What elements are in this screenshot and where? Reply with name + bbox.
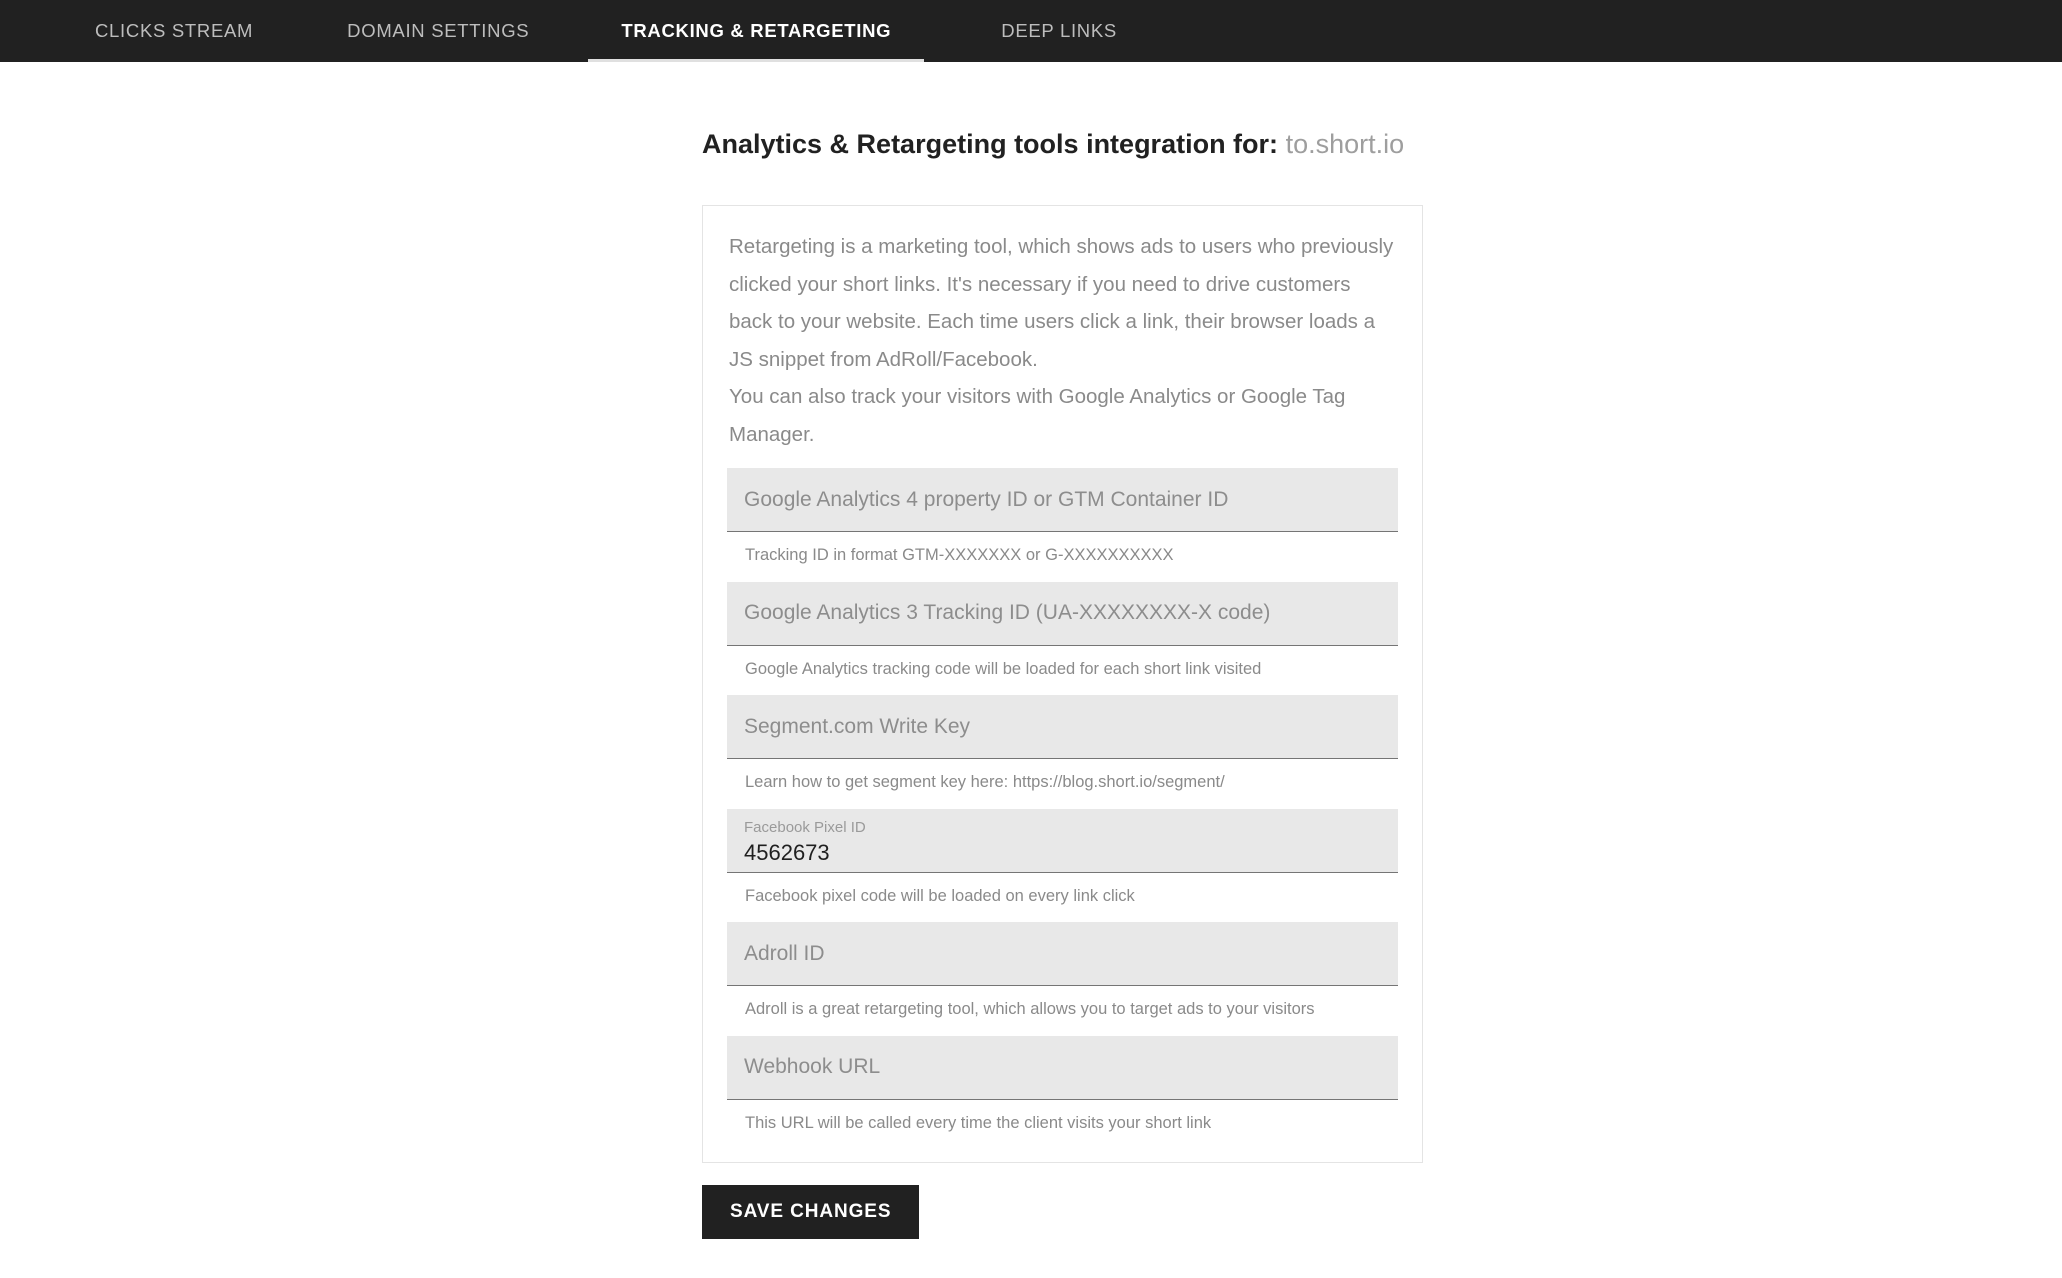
ga3-help-text: Google Analytics tracking code will be loaded for each short link visited xyxy=(745,659,1262,678)
field-group-segment xyxy=(727,695,1398,793)
input-placeholder: Google Analytics 3 Tracking ID (UA-XXXXXXXX-X code) xyxy=(744,601,1271,625)
settings-card xyxy=(702,205,1423,1163)
top-navigation-bar xyxy=(0,0,2062,62)
content-column xyxy=(702,62,1423,1239)
input-value: 4562673 xyxy=(744,839,830,865)
save-changes-button[interactable]: SAVE CHANGES xyxy=(702,1185,919,1239)
input-placeholder: Google Analytics 4 property ID or GTM Container ID xyxy=(744,487,1229,511)
ga4-help-text: Tracking ID in format GTM-XXXXXXX or G-XXXXXXXXXX xyxy=(745,546,1174,565)
tab-domain-settings[interactable] xyxy=(314,0,562,62)
tab-tracking-and-retargeting[interactable] xyxy=(588,0,924,62)
webhook-url-input[interactable] xyxy=(727,1036,1398,1100)
nav-spacer xyxy=(562,0,588,62)
field-group-adroll xyxy=(727,922,1398,1020)
facebook-pixel-help-text: Facebook pixel code will be loaded on every link click xyxy=(745,886,1135,905)
adroll-help-text: Adroll is a great retargeting tool, which allows you to target ads to your visitors xyxy=(745,1000,1315,1019)
input-placeholder: Segment.com Write Key xyxy=(744,714,971,738)
field-group-facebook-pixel xyxy=(727,809,1398,907)
segment-write-key-input[interactable] xyxy=(727,695,1398,759)
tab-label: CLICKS STREAM xyxy=(95,20,254,41)
tab-label: DOMAIN SETTINGS xyxy=(347,20,530,41)
input-placeholder: Adroll ID xyxy=(744,941,825,965)
adroll-id-input[interactable] xyxy=(727,922,1398,986)
page-title xyxy=(702,128,1423,160)
ga4-property-id-input[interactable] xyxy=(727,468,1398,532)
tab-clicks-stream[interactable] xyxy=(62,0,286,62)
input-float-label: Facebook Pixel ID xyxy=(744,818,866,836)
description-paragraph-2: You can also track your visitors with Google Analytics or Google Tag Manager. xyxy=(729,385,1346,446)
webhook-help-text: This URL will be called every time the client visits your short link xyxy=(745,1113,1212,1132)
input-placeholder: Webhook URL xyxy=(744,1054,881,1078)
description-block xyxy=(727,228,1398,453)
tab-deep-links[interactable] xyxy=(968,0,1150,62)
page-title-domain: to.short.io xyxy=(1285,129,1405,159)
nav-spacer xyxy=(286,0,314,62)
tab-label: DEEP LINKS xyxy=(1001,20,1117,41)
field-group-webhook xyxy=(727,1036,1398,1134)
description-paragraph-1: Retargeting is a marketing tool, which shows ads to users who previously clicked your short links. It's necessary if you need to drive customers back to your website. Each time users click a link, their browser loads a JS snippet from AdRoll/Facebook. xyxy=(729,235,1394,371)
field-group-ga3 xyxy=(727,582,1398,680)
tab-label: TRACKING & RETARGETING xyxy=(621,20,892,41)
segment-help-text: Learn how to get segment key here: https://blog.short.io/segment/ xyxy=(745,773,1225,792)
nav-spacer xyxy=(924,0,968,62)
ga3-tracking-id-input[interactable] xyxy=(727,582,1398,646)
facebook-pixel-id-input[interactable] xyxy=(727,809,1398,873)
field-group-ga4 xyxy=(727,468,1398,566)
page-title-text: Analytics & Retargeting tools integration for: xyxy=(702,129,1279,159)
